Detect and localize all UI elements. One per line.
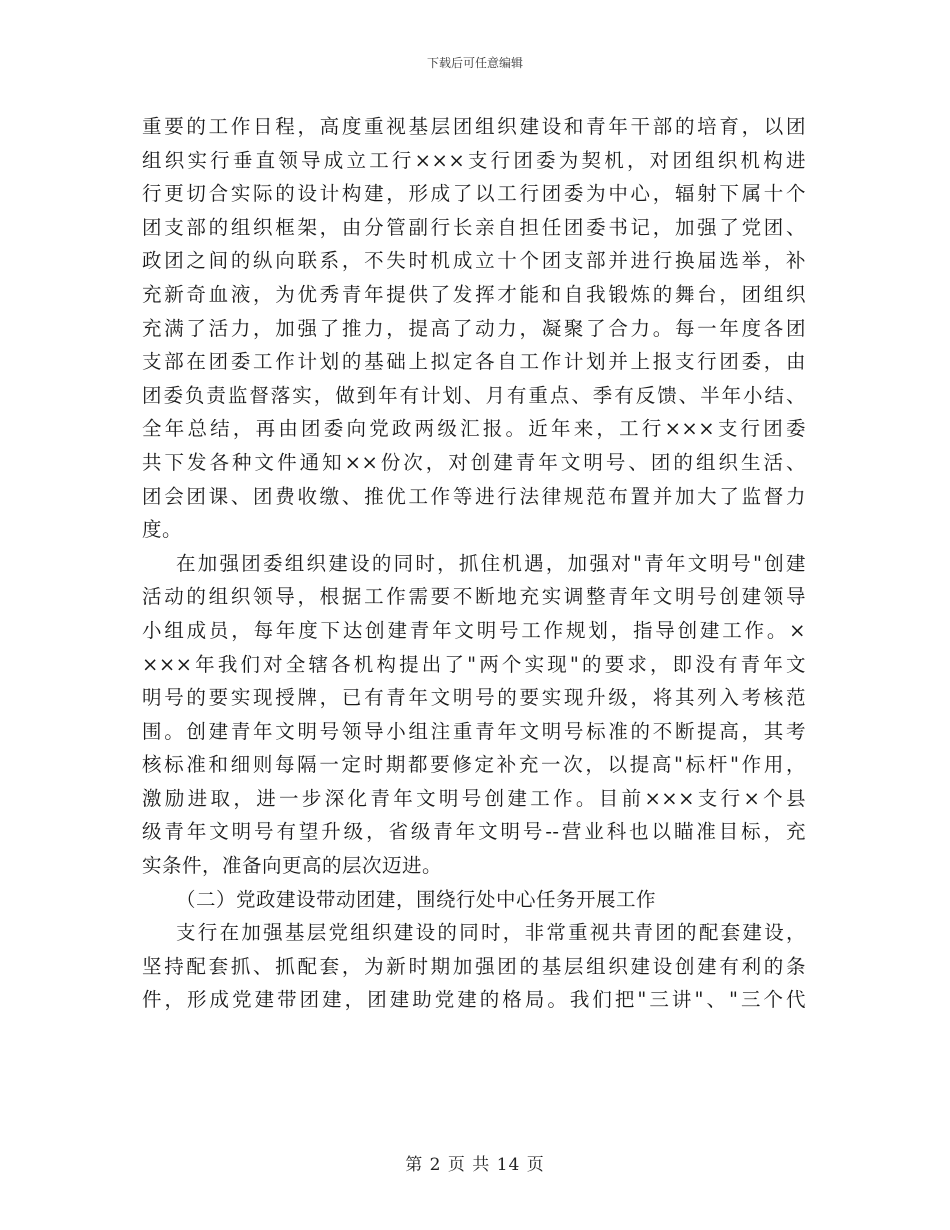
text-line: ×××年我们对全辖各机构提出了"两个实现"的要求，即没有青年文 xyxy=(142,652,806,676)
text-line: 支行在加强基层党组织建设的同时，非常重视共青团的配套建设， xyxy=(176,921,806,945)
text-line: 团支部的组织框架，由分管副行长亲自担任团委书记，加强了党团、 xyxy=(142,215,806,239)
text-line: 全年总结，再由团委向党政两级汇报。近年来，工行×××支行团委 xyxy=(142,417,806,441)
header-note: 下载后可任意编辑 xyxy=(426,56,523,70)
text-line: 在加强团委组织建设的同时，抓住机遇，加强对"青年文明号"创建 xyxy=(176,551,806,575)
text-line: 坚持配套抓、抓配套，为新时期加强团的基层组织建设创建有利的条 xyxy=(142,954,806,978)
text-line: 级青年文明号有望升级，省级青年文明号--营业科也以瞄准目标，充 xyxy=(142,820,806,844)
text-line: 充满了活力，加强了推力，提高了动力，凝聚了合力。每一年度各团 xyxy=(142,316,806,340)
text-line: 团委负责监督落实，做到年有计划、月有重点、季有反馈、半年小结、 xyxy=(142,383,806,407)
text-line: 政团之间的纵向联系，不失时机成立十个团支部并进行换届选举，补 xyxy=(142,249,806,273)
text-line: 核标准和细则每隔一定时期都要修定补充一次，以提高"标杆"作用， xyxy=(142,753,806,777)
text-line: 明号的要实现授牌，已有青年文明号的要实现升级，将其列入考核范 xyxy=(142,686,806,710)
section-heading: （二）党政建设带动团建，围绕行处中心任务开展工作 xyxy=(176,887,657,911)
page-number-footer: 第 2 页 共 14 页 xyxy=(405,1155,545,1175)
text-line: 重要的工作日程，高度重视基层团组织建设和青年干部的培育，以团 xyxy=(142,115,806,138)
text-line: 支部在团委工作计划的基础上拟定各自工作计划并上报支行团委，由 xyxy=(142,350,806,374)
text-line: 度。 xyxy=(142,518,183,542)
text-line: 小组成员，每年度下达创建青年文明号工作规划，指导创建工作。× xyxy=(142,618,806,642)
text-line: 围。创建青年文明号领导小组注重青年文明号标准的不断提高，其考 xyxy=(142,719,806,743)
text-line: 激励进取，进一步深化青年文明号创建工作。目前×××支行×个县 xyxy=(142,786,806,810)
text-line: 行更切合实际的设计构建，形成了以工行团委为中心，辐射下属十个 xyxy=(142,182,806,206)
text-line: 件，形成党建带团建，团建助党建的格局。我们把"三讲"、"三个代 xyxy=(142,988,806,1012)
text-line: 活动的组织领导，根据工作需要不断地充实调整青年文明号创建领导 xyxy=(142,585,806,609)
text-line: 共下发各种文件通知××份次，对创建青年文明号、团的组织生活、 xyxy=(142,450,806,474)
text-line: 团会团课、团费收缴、推优工作等进行法律规范布置并加大了监督力 xyxy=(142,484,806,508)
text-line: 充新奇血液，为优秀青年提供了发挥才能和自我锻炼的舞台，团组织 xyxy=(142,282,806,306)
document-body xyxy=(142,110,806,1017)
text-line: 组织实行垂直领导成立工行×××支行团委为契机，对团组织机构进 xyxy=(142,148,806,172)
text-line: 实条件，准备向更高的层次迈进。 xyxy=(142,854,443,878)
